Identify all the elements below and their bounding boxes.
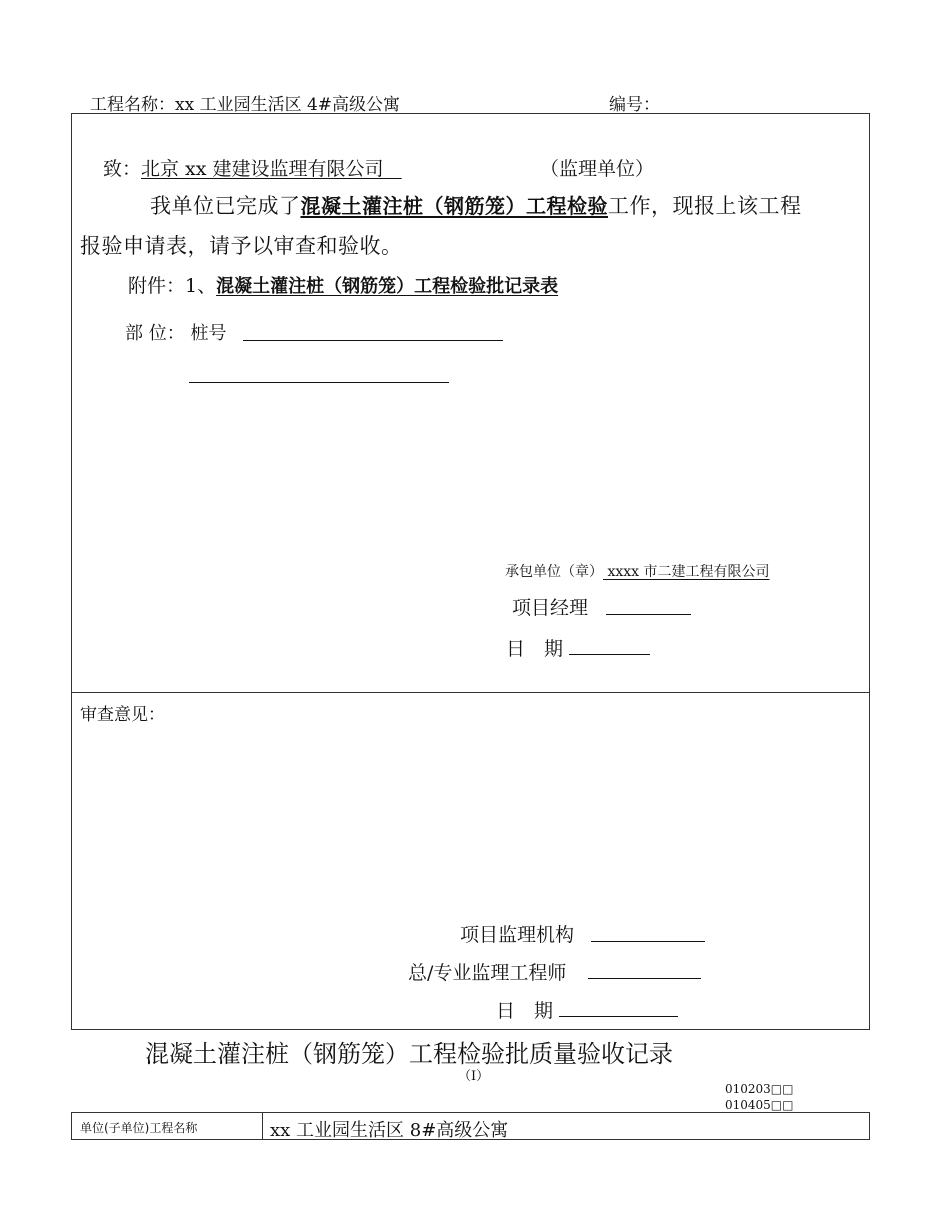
record-code-1: 010203□□ — [725, 1082, 794, 1096]
unit-name-value: xx 工业园生活区 8#高级公寓 — [270, 1120, 509, 1141]
application-date-label: 日 期 — [506, 638, 564, 660]
body-line-2: 报验申请表，请予以审查和验收。 — [80, 234, 403, 258]
attachment-label: 附件：1、 — [128, 275, 217, 297]
engineer-blank — [588, 978, 701, 979]
body-prefix: 我单位已完成了 — [150, 194, 301, 218]
cell-separator — [262, 1113, 263, 1139]
record-title: 混凝土灌注桩（钢筋笼）工程检验批质量验收记录 — [145, 1040, 673, 1068]
record-subtitle: （Ⅰ） — [458, 1069, 490, 1084]
supervision-org-label: 项目监理机构 — [460, 924, 575, 946]
addressee-line — [103, 154, 402, 181]
manager-blank — [606, 614, 691, 615]
manager-label: 项目经理 — [512, 597, 589, 619]
attachment-title: 混凝土灌注桩（钢筋笼）工程检验批记录表 — [216, 276, 559, 297]
attachment-line — [128, 271, 558, 298]
body-suffix: 工作，现报上该工程 — [608, 194, 802, 218]
record-code-2: 010405□□ — [725, 1098, 794, 1112]
contractor-label: 承包单位（章） — [505, 564, 603, 580]
contractor-name: xxxx 市二建工程有限公司 — [607, 564, 770, 580]
review-date-label: 日 期 — [496, 1000, 554, 1022]
section-divider — [71, 692, 870, 693]
unit-info-table — [71, 1112, 870, 1140]
supervision-org-blank — [591, 941, 705, 942]
body-work: 混凝土灌注桩（钢筋笼）工程检验 — [300, 194, 608, 218]
to-unit: （监理单位） — [540, 158, 655, 180]
location-line — [125, 319, 226, 345]
review-date-blank — [559, 1016, 678, 1017]
body-line-1 — [150, 190, 802, 220]
review-title: 审查意见： — [80, 705, 165, 725]
project-name: xx 工业园生活区 4#高级公寓 — [175, 95, 401, 115]
number-label: 编号： — [609, 95, 660, 115]
to-label: 致： — [103, 158, 142, 180]
project-name-header — [90, 90, 400, 115]
to-company: 北京 xx 建建设监理有限公司 — [141, 158, 384, 180]
unit-name-label: 单位(子单位)工程名称 — [80, 1121, 198, 1135]
application-date-blank — [569, 654, 650, 655]
contractor-line — [505, 561, 770, 581]
location-label: 部 位： — [125, 323, 185, 344]
location-extra-blank — [189, 382, 449, 383]
project-label: 工程名称： — [90, 95, 175, 115]
pile-label: 桩号 — [190, 323, 227, 344]
pile-number-blank — [243, 340, 503, 341]
engineer-label: 总/专业监理工程师 — [408, 962, 567, 984]
